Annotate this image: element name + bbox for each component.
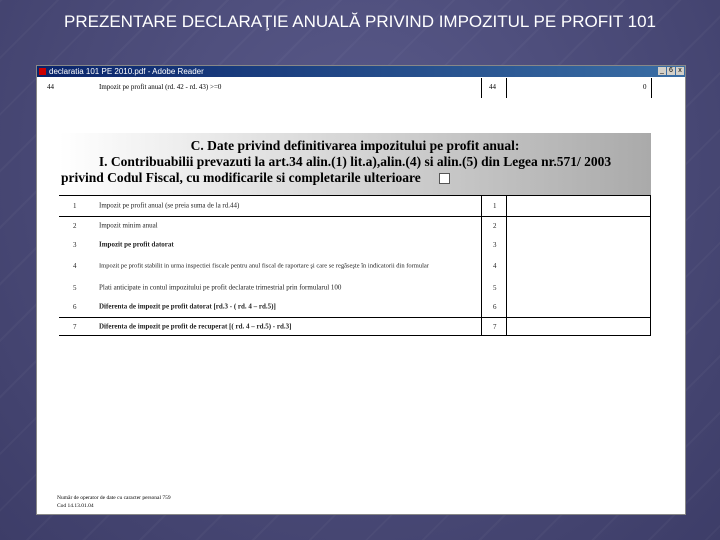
row-value: 0: [643, 83, 647, 91]
table-row: [59, 235, 651, 254]
row-code: 6: [493, 303, 497, 311]
table-row: [59, 318, 651, 335]
row-label: Diferenta de impozit pe profit datorat [rd.3 - ( rd. 4 – rd.5)]: [99, 302, 276, 311]
row-number: 3: [73, 240, 77, 249]
row-number: 4: [73, 262, 77, 270]
section-c-table: [59, 195, 651, 336]
footer-operator-number: Numãr de operator de date cu caracter personal 759: [57, 495, 171, 501]
close-button[interactable]: x: [676, 67, 684, 75]
row-code: 1: [493, 202, 497, 210]
row-number: 2: [73, 222, 77, 230]
row-code: 7: [493, 322, 497, 331]
header-line-3: privind Codul Fiscal, cu modificarile si completarile ulterioare: [61, 170, 421, 185]
row-number: 1: [73, 202, 77, 210]
row-code: 44: [489, 83, 496, 91]
row-number: 7: [73, 322, 77, 331]
row-code: 2: [493, 222, 497, 230]
row-label: Impozit minim anual: [99, 221, 158, 230]
section-checkbox[interactable]: [439, 173, 450, 184]
table-row: [59, 196, 651, 217]
header-line-1: C. Date privind definitivarea impozitului pe profit anual:: [190, 138, 520, 153]
window-title-bar: [37, 66, 685, 77]
table-row: [59, 217, 651, 235]
adobe-reader-icon: [39, 68, 46, 75]
row-number: 44: [47, 83, 54, 91]
row-code: 4: [493, 262, 497, 270]
row-number: 6: [73, 303, 77, 311]
slide-title: PREZENTARE DECLARAŢIE ANUALĂ PRIVIND IMPOZITUL PE PROFIT 101: [64, 12, 656, 31]
table-row: [59, 254, 651, 278]
footer-code: Cod 14.13.01.04: [57, 503, 94, 509]
adobe-reader-window: [36, 65, 686, 515]
window-title: declaratia 101 PE 2010.pdf - Adobe Reader: [49, 67, 204, 76]
table-row: [59, 278, 651, 297]
table-row: [59, 297, 651, 318]
maximize-button[interactable]: 6: [667, 67, 675, 75]
row-label: Impozit pe profit anual (se preia suma de la rd.44): [99, 201, 240, 210]
row-code: 3: [493, 240, 497, 249]
row-label: Diferenta de impozit pe profit de recuperat [( rd. 4 – rd.5) - rd.3]: [99, 322, 292, 330]
row-label: Plati anticipate in contul impozitului pe profit declarate trimestrial prin formularul 100: [99, 283, 342, 291]
row-label: Impozit pe profit stabilit in urma inspectiei fiscale pentru anul fiscal de raportare şi care se regăseşte în indicatorii din formular: [99, 262, 429, 270]
page-footer: [57, 494, 171, 510]
row-44: [37, 78, 685, 98]
minimize-button[interactable]: _: [658, 67, 666, 75]
row-label: Impozit pe profit datorat: [99, 240, 174, 248]
row-number: 5: [73, 283, 77, 292]
section-c-header: [59, 133, 651, 195]
row-code: 5: [493, 283, 497, 292]
row-label: Impozit pe profit anual (rd. 42 - rd. 43) >=0: [99, 83, 222, 91]
header-line-2: I. Contribuabilii prevazuti la art.34 alin.(1) lit.a),alin.(4) si alin.(5) din Legea nr.571/ 2003: [98, 154, 612, 169]
